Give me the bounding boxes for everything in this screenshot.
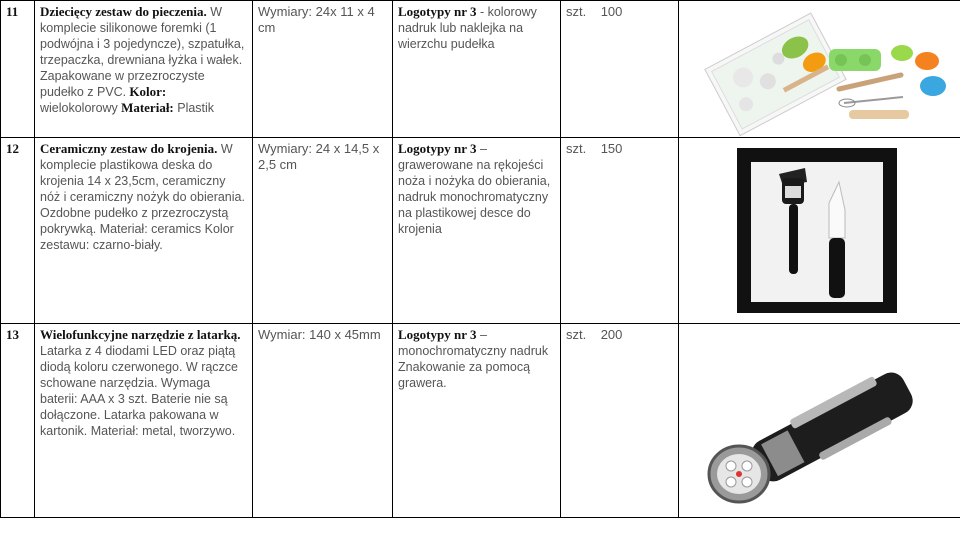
ceramic-knife-set-image <box>679 138 960 323</box>
product-description: Latarka z 4 diodami LED oraz piątą diodą koloru czerwonego. W rączce schowane narzędzia. Wymaga baterii: AAA x 3 szt. Baterie nie są dołączone. Latarka pakowana w kartonik. Materiał: metal, tworzywo. <box>40 344 239 438</box>
table-row <box>1 1 960 138</box>
unit-label: szt. <box>566 4 587 19</box>
product-description: W komplecie plastikowa deska do krojenia 14 x 23,5cm, ceramiczny nóż i ceramiczny nożyk do obierania. Ozdobne pudełko z przezroczystą pokrywką. Materiał: ceramics Kolor zestawu: czarno-biały. <box>40 142 245 252</box>
product-description: W komplecie silikonowe foremki (1 podwójna i 3 pojedyncze), szpatułka, trzepaczka, drewniana łyżka i wałek. Zapakowane w przezroczyste pudełko z PVC. <box>40 5 245 99</box>
quantity-value: 200 <box>600 327 623 342</box>
product-name: Dziecięcy zestaw do pieczenia. <box>40 4 207 19</box>
material-label: Materiał: <box>117 100 174 115</box>
color-value: wielokolorowy <box>40 101 118 115</box>
product-image-cell <box>679 138 960 324</box>
product-image-cell <box>679 324 960 518</box>
unit-label: szt. <box>566 141 587 156</box>
color-label: Kolor: <box>126 84 167 99</box>
row-number: 13 <box>1 324 35 518</box>
logo-label: Logotypy nr 3 <box>398 141 477 156</box>
quantity-cell <box>561 1 679 138</box>
product-name: Ceramiczny zestaw do krojenia. <box>40 141 218 156</box>
quantity-value: 150 <box>600 141 623 156</box>
quantity-cell <box>561 324 679 518</box>
baking-set-image <box>679 1 960 137</box>
multitool-flashlight-image <box>679 324 960 517</box>
dimensions-cell: Wymiary: 24x 11 x 4 cm <box>253 1 393 138</box>
product-description-cell <box>35 138 253 324</box>
unit-label: szt. <box>566 327 587 342</box>
logo-description: – grawerowane na rękojeści noża i nożyka do obierania, nadruk monochromatyczny na plastikowej desce do krojenia <box>398 142 551 236</box>
logo-cell <box>393 1 561 138</box>
product-description-cell <box>35 1 253 138</box>
table-row <box>1 138 960 324</box>
logo-description: – monochromatyczny nadruk Znakowanie za pomocą grawera. <box>398 328 549 390</box>
quantity-cell <box>561 138 679 324</box>
dimensions-cell: Wymiar: 140 x 45mm <box>253 324 393 518</box>
logo-cell <box>393 138 561 324</box>
row-number: 11 <box>1 1 35 138</box>
material-value: Plastik <box>173 101 215 115</box>
row-number: 12 <box>1 138 35 324</box>
logo-label: Logotypy nr 3 <box>398 4 477 19</box>
logo-description: - kolorowy nadruk lub naklejka na wierzchu pudełka <box>398 5 537 51</box>
product-description-cell <box>35 324 253 518</box>
dimensions-cell: Wymiary: 24 x 14,5 x 2,5 cm <box>253 138 393 324</box>
quantity-value: 100 <box>600 4 623 19</box>
product-image-cell <box>679 1 960 138</box>
logo-label: Logotypy nr 3 <box>398 327 477 342</box>
product-name: Wielofunkcyjne narzędzie z latarką. <box>40 327 241 342</box>
logo-cell <box>393 324 561 518</box>
table-row <box>1 324 960 518</box>
